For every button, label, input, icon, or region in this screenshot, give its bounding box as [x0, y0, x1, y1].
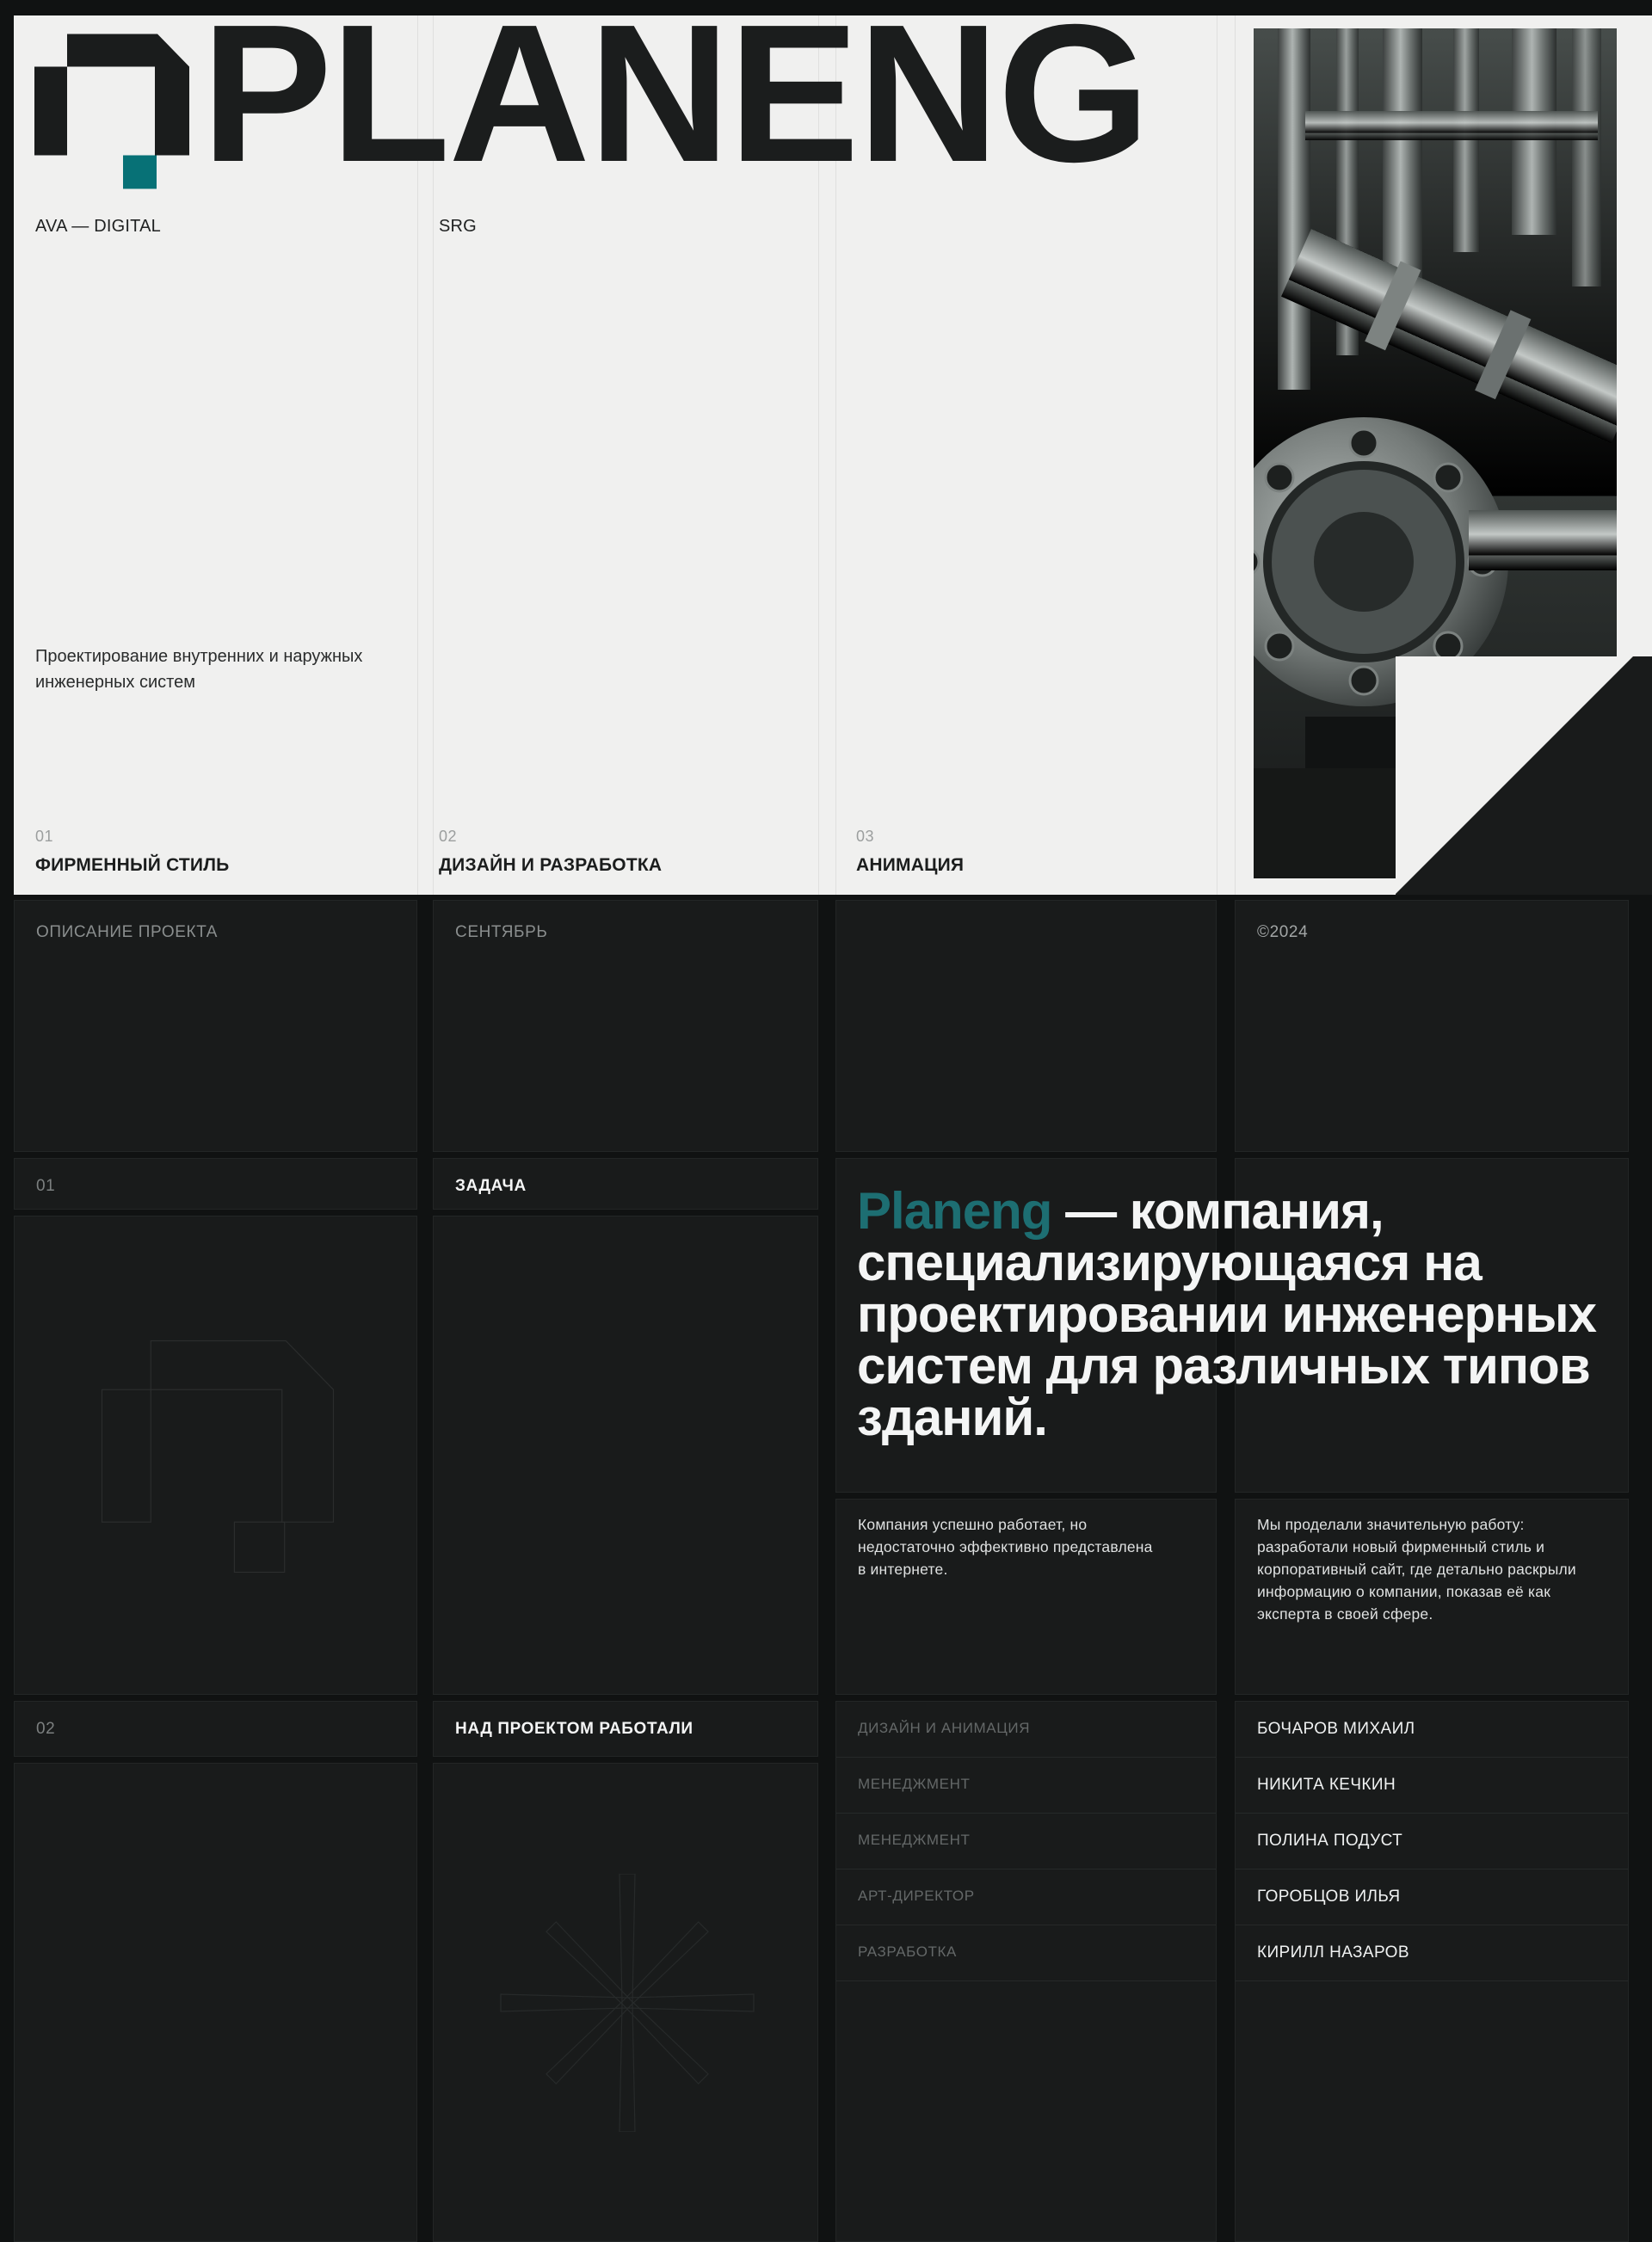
cell-empty — [835, 900, 1217, 1152]
table-row — [836, 1758, 1216, 1814]
team-name: НИКИТА КЕЧКИН — [1257, 1776, 1396, 1794]
cell-empty — [433, 1216, 818, 1695]
team-roles-column — [835, 1701, 1217, 2242]
table-row — [1236, 1925, 1628, 1981]
table-row — [836, 1814, 1216, 1869]
page-title: PLANENG — [201, 0, 1149, 203]
team-name: ГОРОБЦОВ ИЛЬЯ — [1257, 1888, 1401, 1906]
cell-date — [433, 900, 818, 1152]
cell-task-number — [14, 1158, 417, 1210]
table-row — [1236, 1869, 1628, 1925]
project-description: Проектирование внутренних и наружных инженерных систем — [35, 647, 363, 692]
section-label: ОПИСАНИЕ ПРОЕКТА — [36, 923, 219, 941]
service-number: 02 — [439, 828, 458, 845]
team-name: КИРИЛЛ НАЗАРОВ — [1257, 1943, 1409, 1962]
team-role: ДИЗАЙН И АНИМАЦИЯ — [858, 1720, 1031, 1736]
cell-logo-outline — [14, 1216, 417, 1695]
team-role: МЕНЕДЖМЕНТ — [858, 1776, 971, 1792]
table-row — [836, 1869, 1216, 1925]
cell-project-overview — [14, 900, 417, 1152]
team-title: НАД ПРОЕКТОМ РАБОТАЛИ — [455, 1720, 693, 1738]
team-role: РАЗРАБОТКА — [858, 1943, 957, 1960]
table-row — [836, 1702, 1216, 1758]
solution-text: Мы проделали значительную работу: разработали новый фирменный стиль и корпоративный сайт, где детально раскрыли информацию о компании, показав её как эксперта в своей сфере. — [1257, 1516, 1576, 1623]
service-label: ДИЗАЙН И РАЗРАБОТКА — [439, 855, 663, 875]
cell-team-number — [14, 1701, 417, 1757]
cell-asterisk — [433, 1763, 818, 2242]
table-row — [836, 1925, 1216, 1981]
task-number: 01 — [36, 1177, 56, 1195]
cell-paragraph-solution — [1235, 1499, 1629, 1695]
cell-task-title — [433, 1158, 818, 1210]
cell-team-title — [433, 1701, 818, 1757]
asterisk-outline-icon — [498, 1874, 756, 2132]
team-names-column — [1235, 1701, 1629, 2242]
team-name: БОЧАРОВ МИХАИЛ — [1257, 1720, 1415, 1738]
agency-label: AVA — DIGITAL — [35, 217, 161, 236]
problem-text: Компания успешно работает, но недостаточно эффективно представлена в интернете. — [858, 1516, 1153, 1578]
intro-heading: Planeng — компания, специализирующаяся на проектировании инженерных систем для различных типов зданий. — [857, 1182, 1597, 1446]
team-name: ПОЛИНА ПОДУСТ — [1257, 1832, 1403, 1850]
planeng-logo-icon — [34, 34, 189, 190]
service-number: 01 — [35, 828, 54, 845]
service-item-animation — [856, 828, 964, 876]
team-role: АРТ-ДИРЕКТОР — [858, 1888, 975, 1904]
hero-section — [14, 0, 1652, 895]
service-item-design — [439, 828, 662, 876]
service-number: 03 — [856, 828, 875, 845]
cell-paragraph-problem — [835, 1499, 1217, 1695]
cell-empty — [14, 1763, 417, 2242]
date-label: СЕНТЯБРЬ — [455, 923, 548, 941]
copyright-label: ©2024 — [1257, 923, 1309, 941]
cell-copyright — [1235, 900, 1629, 1152]
service-label: ФИРМЕННЫЙ СТИЛЬ — [35, 855, 230, 875]
team-role: МЕНЕДЖМЕНТ — [858, 1832, 971, 1848]
team-number: 02 — [36, 1720, 56, 1738]
brand-accent: Planeng — [857, 1182, 1052, 1240]
grid-line — [1235, 15, 1236, 895]
table-row — [1236, 1758, 1628, 1814]
planeng-logo-outline-icon — [101, 1340, 335, 1574]
client-label: SRG — [439, 217, 477, 236]
task-title: ЗАДАЧА — [455, 1177, 527, 1195]
table-row — [1236, 1702, 1628, 1758]
table-row — [1236, 1814, 1628, 1869]
service-item-brand — [35, 828, 229, 876]
corner-fold-graphic — [1396, 656, 1652, 895]
service-label: АНИМАЦИЯ — [856, 855, 965, 875]
